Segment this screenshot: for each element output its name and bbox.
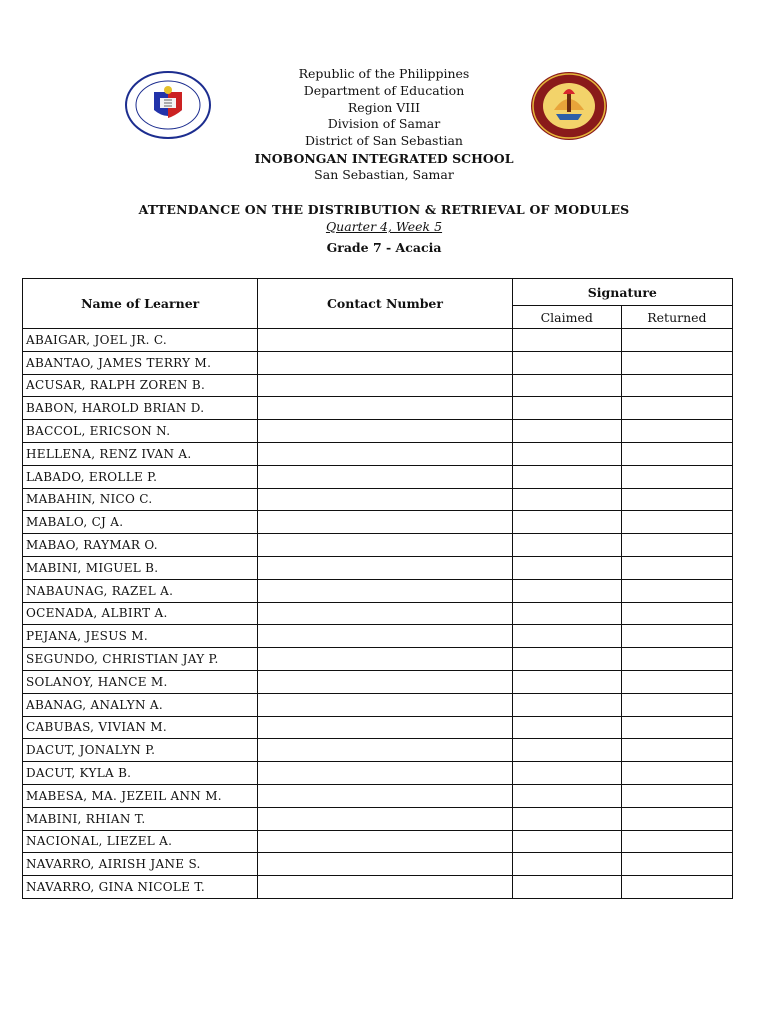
claimed-signature-cell: [512, 351, 621, 374]
header-region: Region VIII: [347, 99, 421, 115]
school-name: INOBONGAN INTEGRATED SCHOOL: [254, 150, 514, 166]
learner-name-cell: PEJANA, JESUS M.: [23, 625, 258, 648]
claimed-signature-cell: [512, 807, 621, 830]
returned-signature-cell: [621, 625, 732, 648]
learner-name-cell: CABUBAS, VIVIAN M.: [23, 716, 258, 739]
claimed-signature-cell: [512, 602, 621, 625]
returned-signature-cell: [621, 830, 732, 853]
table-row: [23, 488, 733, 511]
returned-signature-cell: [621, 442, 732, 465]
learner-name-cell: SEGUNDO, CHRISTIAN JAY P.: [23, 648, 258, 671]
returned-signature-cell: [621, 534, 732, 557]
table-row: [23, 762, 733, 785]
contact-number-cell: [258, 351, 512, 374]
learner-name-cell: ABAIGAR, JOEL JR. C.: [23, 329, 258, 352]
table-row: [23, 807, 733, 830]
learner-name-cell: DACUT, KYLA B.: [23, 762, 258, 785]
contact-number-cell: [258, 329, 512, 352]
contact-number-cell: [258, 534, 512, 557]
returned-signature-cell: [621, 420, 732, 443]
contact-number-cell: [258, 876, 512, 899]
claimed-signature-cell: [512, 420, 621, 443]
returned-signature-cell: [621, 351, 732, 374]
table-row: [23, 784, 733, 807]
claimed-signature-cell: [512, 784, 621, 807]
learner-name-cell: MABINI, RHIAN T.: [23, 807, 258, 830]
returned-signature-cell: [621, 511, 732, 534]
table-row: [23, 397, 733, 420]
table-row: [23, 534, 733, 557]
returned-signature-cell: [621, 488, 732, 511]
returned-signature-cell: [621, 579, 732, 602]
contact-number-cell: [258, 488, 512, 511]
header-district: District of San Sebastian: [305, 133, 463, 149]
claimed-signature-cell: [512, 329, 621, 352]
table-row: [23, 853, 733, 876]
contact-number-cell: [258, 511, 512, 534]
returned-signature-cell: [621, 397, 732, 420]
table-row: [23, 716, 733, 739]
claimed-signature-cell: [512, 488, 621, 511]
learner-name-cell: BABON, HAROLD BRIAN D.: [23, 397, 258, 420]
returned-signature-cell: [621, 374, 732, 397]
table-row: [23, 876, 733, 899]
returned-signature-cell: [621, 670, 732, 693]
table-row: [23, 351, 733, 374]
contact-number-cell: [258, 670, 512, 693]
learner-name-cell: MABAHIN, NICO C.: [23, 488, 258, 511]
returned-signature-cell: [621, 329, 732, 352]
returned-signature-cell: [621, 784, 732, 807]
returned-signature-cell: [621, 465, 732, 488]
learner-name-cell: SOLANOY, HANCE M.: [23, 670, 258, 693]
claimed-signature-cell: [512, 511, 621, 534]
table-row: [23, 693, 733, 716]
learner-name-cell: BACCOL, ERICSON N.: [23, 420, 258, 443]
document-header: [0, 66, 768, 184]
learner-name-cell: DACUT, JONALYN P.: [23, 739, 258, 762]
contact-number-cell: [258, 465, 512, 488]
claimed-signature-cell: [512, 830, 621, 853]
learner-name-cell: NABAUNAG, RAZEL A.: [23, 579, 258, 602]
document-subtitle: Quarter 4, Week 5: [325, 219, 443, 234]
returned-signature-cell: [621, 693, 732, 716]
column-header-signature: Signature: [512, 279, 732, 306]
learner-name-cell: LABADO, EROLLE P.: [23, 465, 258, 488]
claimed-signature-cell: [512, 556, 621, 579]
contact-number-cell: [258, 716, 512, 739]
table-row: [23, 374, 733, 397]
column-header-name: Name of Learner: [23, 279, 258, 329]
header-republic: Republic of the Philippines: [298, 66, 470, 81]
claimed-signature-cell: [512, 693, 621, 716]
table-row: [23, 442, 733, 465]
contact-number-cell: [258, 625, 512, 648]
school-location: San Sebastian, Samar: [314, 166, 454, 182]
claimed-signature-cell: [512, 739, 621, 762]
learner-name-cell: NACIONAL, LIEZEL A.: [23, 830, 258, 853]
claimed-signature-cell: [512, 625, 621, 648]
column-header-contact: Contact Number: [258, 279, 512, 329]
column-header-returned: Returned: [621, 306, 732, 329]
contact-number-cell: [258, 602, 512, 625]
attendance-table: [22, 278, 733, 899]
claimed-signature-cell: [512, 853, 621, 876]
claimed-signature-cell: [512, 716, 621, 739]
contact-number-cell: [258, 784, 512, 807]
document-title: ATTENDANCE ON THE DISTRIBUTION & RETRIEVAL OF MODULES: [138, 202, 630, 217]
claimed-signature-cell: [512, 579, 621, 602]
table-row: [23, 556, 733, 579]
learner-name-cell: MABAO, RAYMAR O.: [23, 534, 258, 557]
returned-signature-cell: [621, 602, 732, 625]
grade-section: Grade 7 - Acacia: [326, 240, 442, 255]
header-division: Division of Samar: [327, 116, 441, 132]
learner-name-cell: NAVARRO, GINA NICOLE T.: [23, 876, 258, 899]
table-row: [23, 602, 733, 625]
claimed-signature-cell: [512, 876, 621, 899]
learner-name-cell: NAVARRO, AIRISH JANE S.: [23, 853, 258, 876]
returned-signature-cell: [621, 648, 732, 671]
table-row: [23, 739, 733, 762]
contact-number-cell: [258, 397, 512, 420]
contact-number-cell: [258, 693, 512, 716]
table-row: [23, 511, 733, 534]
table-row: [23, 420, 733, 443]
table-row: [23, 579, 733, 602]
contact-number-cell: [258, 420, 512, 443]
contact-number-cell: [258, 442, 512, 465]
learner-name-cell: HELLENA, RENZ IVAN A.: [23, 442, 258, 465]
learner-name-cell: ABANTAO, JAMES TERRY M.: [23, 351, 258, 374]
contact-number-cell: [258, 374, 512, 397]
learner-name-cell: ACUSAR, RALPH ZOREN B.: [23, 374, 258, 397]
contact-number-cell: [258, 648, 512, 671]
returned-signature-cell: [621, 807, 732, 830]
table-row: [23, 670, 733, 693]
claimed-signature-cell: [512, 397, 621, 420]
returned-signature-cell: [621, 739, 732, 762]
contact-number-cell: [258, 579, 512, 602]
contact-number-cell: [258, 807, 512, 830]
table-row: [23, 830, 733, 853]
learner-name-cell: OCENADA, ALBIRT A.: [23, 602, 258, 625]
returned-signature-cell: [621, 716, 732, 739]
table-row: [23, 648, 733, 671]
claimed-signature-cell: [512, 670, 621, 693]
table-row: [23, 329, 733, 352]
table-row: [23, 625, 733, 648]
claimed-signature-cell: [512, 534, 621, 557]
claimed-signature-cell: [512, 442, 621, 465]
learner-name-cell: MABESA, MA. JEZEIL ANN M.: [23, 784, 258, 807]
returned-signature-cell: [621, 556, 732, 579]
column-header-claimed: Claimed: [512, 306, 621, 329]
returned-signature-cell: [621, 853, 732, 876]
learner-name-cell: MABINI, MIGUEL B.: [23, 556, 258, 579]
returned-signature-cell: [621, 876, 732, 899]
contact-number-cell: [258, 556, 512, 579]
claimed-signature-cell: [512, 374, 621, 397]
table-row: [23, 465, 733, 488]
claimed-signature-cell: [512, 648, 621, 671]
learner-name-cell: MABALO, CJ A.: [23, 511, 258, 534]
contact-number-cell: [258, 830, 512, 853]
claimed-signature-cell: [512, 465, 621, 488]
learner-name-cell: ABANAG, ANALYN A.: [23, 693, 258, 716]
contact-number-cell: [258, 739, 512, 762]
returned-signature-cell: [621, 762, 732, 785]
contact-number-cell: [258, 762, 512, 785]
claimed-signature-cell: [512, 762, 621, 785]
header-department: Department of Education: [303, 82, 465, 98]
contact-number-cell: [258, 853, 512, 876]
